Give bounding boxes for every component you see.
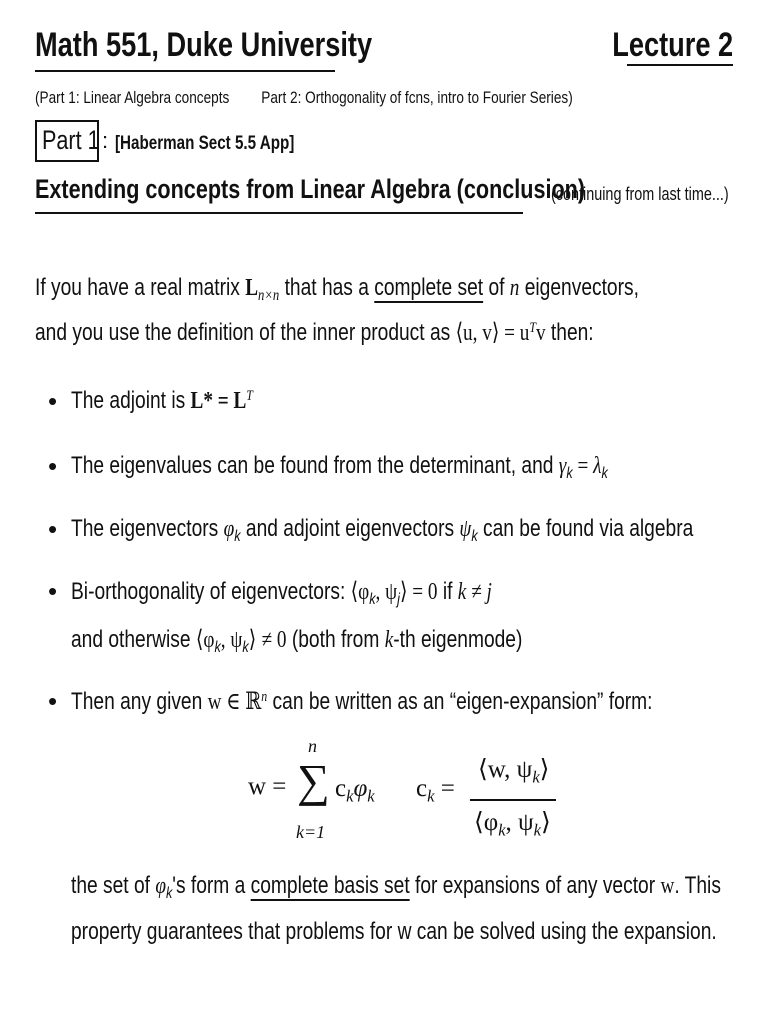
intro-line-1: If you have a real matrix $L_{n\times n}$ that has a complete set of n eigenvectors, [35, 274, 639, 305]
fraction-numerator: ⟨w, $\psi_k⟩$ [478, 756, 550, 787]
course-title-underline [35, 70, 335, 72]
coefficient-lhs: $c_k$ = [416, 775, 455, 806]
intro-line-2: and you use the definition of the inner product as ⟨u, v⟩ = $u^Tv$ then: [35, 319, 594, 347]
bullet-adjoint: The adjoint is $L* = L^T$ [71, 387, 253, 414]
fraction-denominator: $⟨\varphi_k$, $\psi_k⟩$ [474, 809, 551, 840]
course-title: Math 551, Duke University [35, 26, 373, 64]
part-reference: [Haberman Sect 5.5 App] [115, 133, 295, 154]
part-label: Part 1 [42, 125, 100, 155]
bullet-dot: • [48, 386, 58, 416]
bullet-dot: • [48, 686, 58, 716]
bullet-eigenvectors: The eigenvectors $\varphi_k$ and adjoint eigenvectors $\psi_k$ can be found via algebra [71, 515, 694, 546]
lecture-number-underline [627, 64, 733, 66]
bullet-eigenvalues: The eigenvalues can be found from the determinant, and $\gamma_k = \lambda_k$ [71, 452, 608, 483]
part-colon: : [102, 128, 109, 153]
section-note: (continuing from last time...) [551, 184, 729, 204]
closing-line-1: the set of $\varphi_k's$ form a complete basis set for expansions of any vector w. This [71, 872, 721, 903]
section-heading: Extending concepts from Linear Algebra (conclusion) [35, 174, 586, 204]
fraction-bar [470, 799, 556, 801]
complete-set-term: complete set [374, 274, 484, 301]
sum-term: $c_k\varphi_k$ [335, 775, 375, 806]
lecture-number: Lecture 2 [612, 26, 733, 64]
bullet-biorthogonality: Bi-orthogonality of eigenvectors: $⟨\varphi_k$, $\psi_j⟩ = 0$ if k ≠ j [71, 578, 492, 609]
sum-lower-limit: k=1 [296, 822, 326, 842]
bullet-biorthogonality-line-2: and otherwise $⟨\varphi_k$, $\psi_k⟩ \ne 0$ (both from k-th eigenmode) [71, 626, 523, 657]
bullet-dot: • [48, 451, 58, 481]
closing-line-2: property guarantees that problems for w can be solved using the expansion. [71, 918, 717, 945]
formula-lhs: w = [248, 773, 287, 800]
complete-basis-set-term: complete basis set [250, 872, 410, 899]
section-heading-underline [35, 212, 523, 214]
bullet-dot: • [48, 576, 58, 606]
bullet-dot: • [48, 514, 58, 544]
summation-symbol: ∑ [297, 755, 330, 806]
sum-upper-limit: n [308, 736, 317, 756]
bullet-eigen-expansion: Then any given w ∈ ℝ$^n$ can be written as an “eigen-expansion” form: [71, 688, 653, 715]
parts-overview: (Part 1: Linear Algebra concepts Part 2: Orthogonality of fcns, intro to Fourier Series) [35, 88, 573, 107]
